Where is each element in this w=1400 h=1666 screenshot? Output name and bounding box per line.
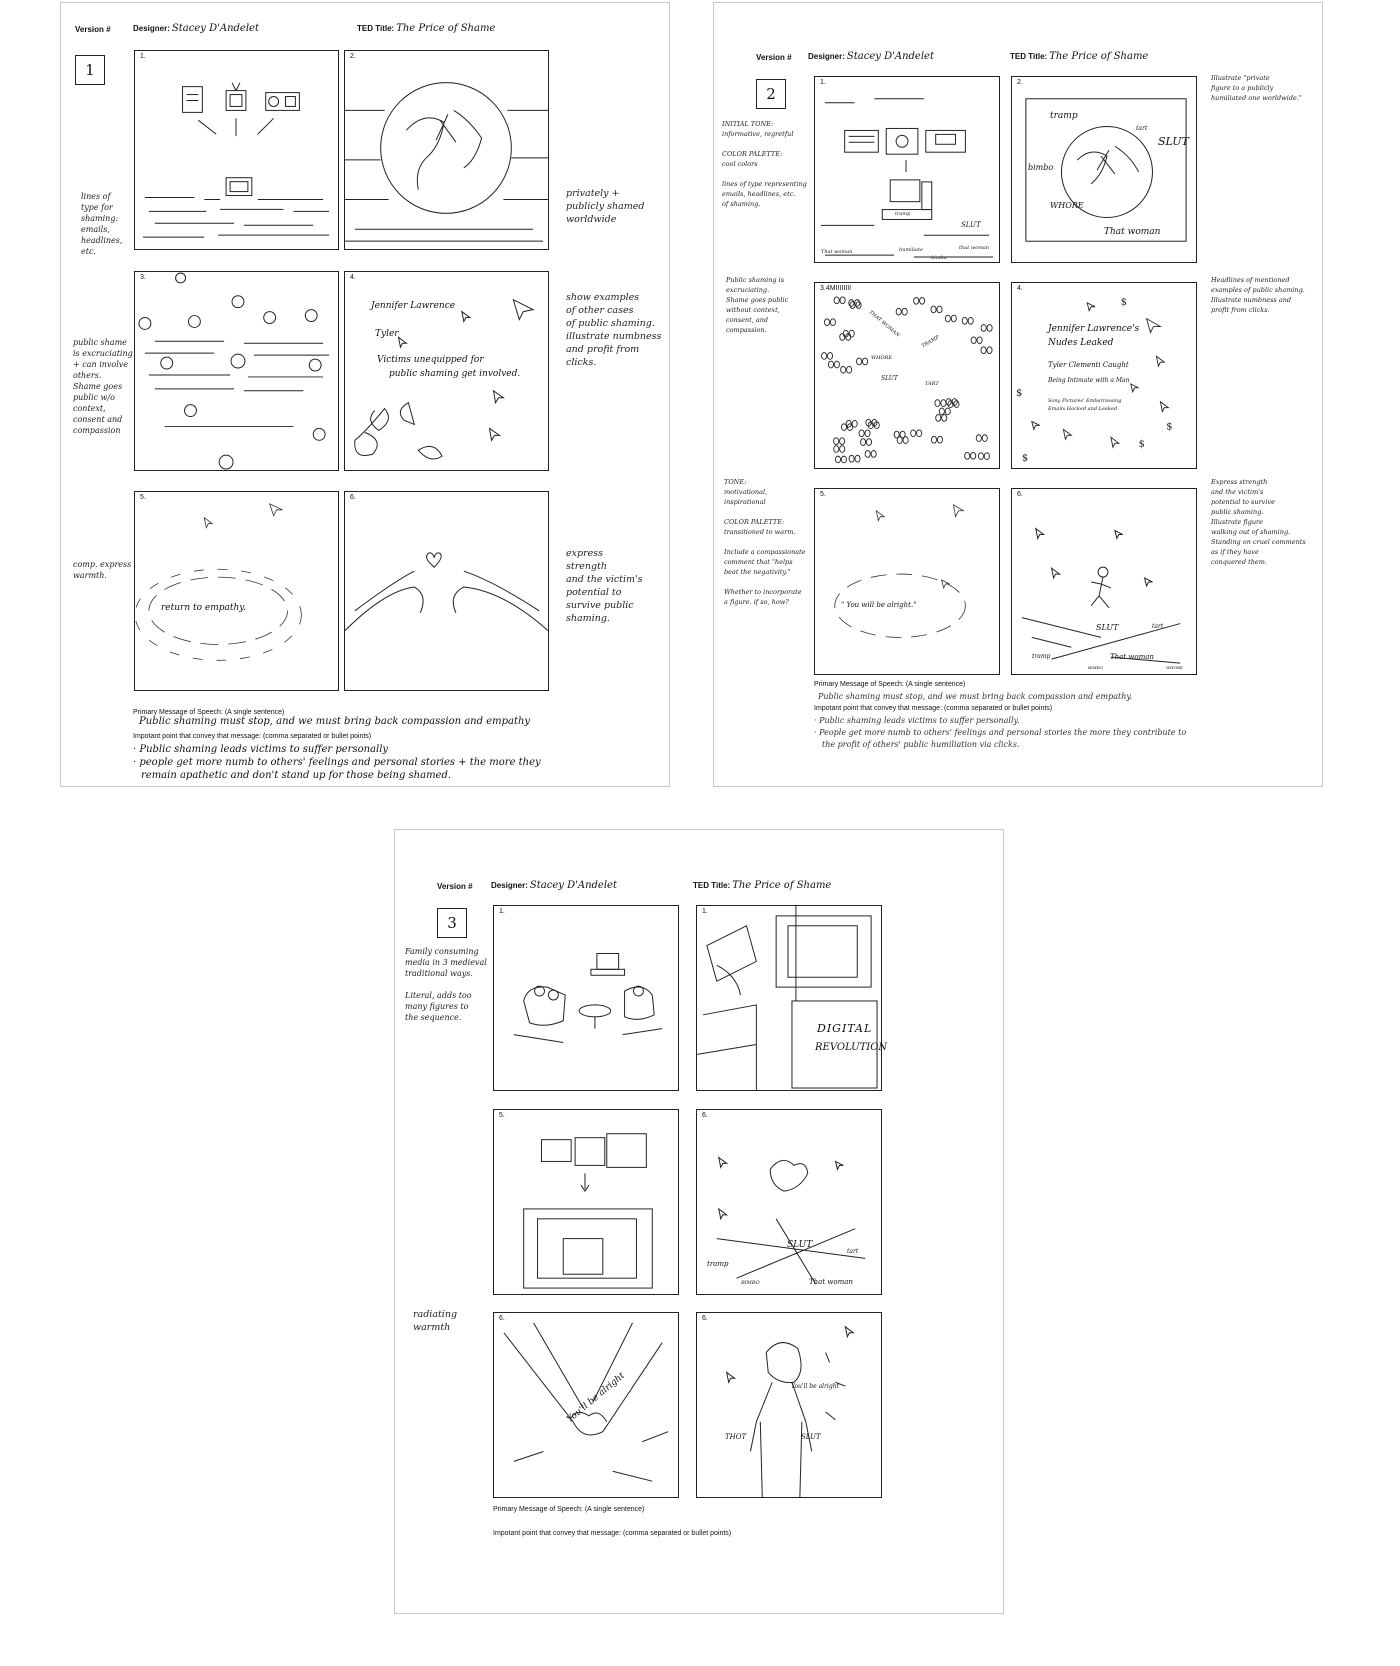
sketch-faces-crowd: [135, 272, 338, 470]
sketch-media-to-screen: [135, 51, 338, 249]
storyboard-frame-1: [814, 76, 1000, 263]
storyboard-sheet-3: [394, 829, 1004, 1614]
important-point-1: · Public shaming leads victims to suffer personally.: [814, 716, 1020, 725]
headline-tyler: Tyler Clementi Caught: [1048, 361, 1129, 369]
sketch-family-tv: [494, 906, 678, 1090]
sketch-eye: [965, 452, 970, 459]
sketch-eye: [968, 317, 973, 324]
version-label: Version #: [437, 882, 473, 891]
headline-emails: Emails Hacked and Leaked: [1048, 406, 1118, 412]
word-slut: SLUT: [1096, 623, 1119, 632]
sketch-warm-glow: [135, 492, 338, 690]
svg-text:$: $: [1138, 439, 1145, 451]
word-tramp: tramp: [1050, 111, 1078, 121]
word-bimbo: bimbo: [931, 255, 947, 261]
word-that-woman: That woman: [1110, 653, 1154, 661]
sketch-eye: [841, 366, 846, 373]
sketch-eye: [987, 347, 992, 354]
sketch-eye: [978, 453, 983, 460]
frame-number: 3.: [140, 274, 146, 281]
word-that-woman: That woman: [821, 249, 853, 255]
left-note-1: INITIAL TONE: informative, regretful COLOR PALETTE: cool colors lines of type representing emails, headlines, etc. of shaming.: [722, 120, 807, 208]
sketch-eye: [937, 306, 942, 313]
sketch-cursors-headlines: [345, 272, 548, 470]
frame-number: 5.: [820, 491, 826, 498]
sketch-eye: [936, 415, 941, 422]
sketch-globe: [345, 51, 548, 249]
sketch-eye: [939, 408, 944, 415]
storyboard-frame-3: [134, 271, 339, 471]
headline-jennifer: Jennifer Lawrence's: [1048, 324, 1140, 334]
word-tramp: tramp: [707, 1260, 729, 1268]
sketch-eye: [834, 446, 839, 453]
important-point-3: remain apathetic and don't stand up for those being shamed.: [141, 770, 452, 781]
sketch-crowd-eyes: [815, 283, 999, 468]
headline-jennifer: Jennifer Lawrence: [371, 301, 456, 311]
right-note-1: privately + publicly shamed worldwide: [566, 188, 645, 225]
svg-text:$: $: [1120, 296, 1128, 308]
sketch-eye: [840, 297, 845, 304]
version-label: Version #: [756, 53, 792, 62]
word-that-woman: THAT WOMAN: [867, 309, 901, 339]
designer-name: Stacey D'Andelet: [846, 51, 934, 62]
primary-message-text: Public shaming must stop, and we must bring back compassion and empathy.: [818, 692, 1133, 701]
sketch-eye: [914, 297, 919, 304]
sketch-eye: [834, 438, 839, 445]
frame-caption-1: Victims unequipped for: [377, 355, 484, 365]
sketch-eye: [903, 437, 908, 444]
frame-number: 4.: [350, 274, 356, 281]
word-bimbo: BIMBO: [741, 1280, 760, 1286]
frame-number: 1.: [499, 908, 505, 915]
word-slut: SLUT: [801, 1433, 821, 1441]
frame-number: 6.: [702, 1315, 708, 1322]
sketch-eye: [857, 358, 862, 365]
version-number-box: 1: [75, 55, 105, 85]
storyboard-frame-2: [1011, 76, 1197, 263]
primary-message-text: Public shaming must stop, and we must bring back compassion and empathy: [139, 716, 531, 727]
word-humiliate: humiliate: [899, 247, 923, 253]
sketch-devices-to-screen: [494, 1110, 678, 1294]
sketch-eye: [865, 451, 870, 458]
frame-caption-empathy: return to empathy.: [161, 603, 247, 613]
word-slut: SLUT: [1158, 135, 1189, 148]
frame-number: 5.: [140, 494, 146, 501]
sketch-cursors-glow: [815, 489, 999, 674]
word-tart: TART: [925, 381, 939, 387]
sketch-eye: [977, 337, 982, 344]
storyboard-frame-4: [1011, 282, 1197, 469]
frame-number: 6.: [499, 1315, 505, 1322]
sketch-eye: [866, 439, 871, 446]
word-tart: tart: [1136, 125, 1148, 132]
important-points-label: Impotant point that convey that message: (comma separated or bullet points): [493, 1530, 732, 1537]
storyboard-frame-1: [493, 905, 679, 1091]
sketch-eye: [937, 436, 942, 443]
sketch-eye: [911, 430, 916, 437]
sketch-eye: [822, 353, 827, 360]
sketch-eye: [828, 361, 833, 368]
frame-number: 4.: [1017, 285, 1023, 292]
headline-being-intimate: Being Intimate with a Man: [1048, 377, 1130, 384]
word-tramp: tramp: [1032, 653, 1051, 660]
sketch-eye: [855, 455, 860, 462]
sketch-eye: [981, 347, 986, 354]
frame-number: 6.: [1017, 491, 1023, 498]
frame-number: 5.: [499, 1112, 505, 1119]
word-bimbo: bimbo: [1028, 163, 1054, 172]
sketch-eye: [962, 317, 967, 324]
right-note-3: Express strength and the victim's potential to survive public shaming. Illustrate figure walking out of shaming. Standing on cruel comments as if they have conquered them.: [1211, 478, 1306, 566]
sketch-eye: [861, 439, 866, 446]
svg-text:$: $: [1021, 453, 1029, 465]
word-that-woman: That woman: [1104, 227, 1161, 237]
digital-text: DIGITAL: [817, 1022, 873, 1035]
sketch-eye: [931, 436, 936, 443]
frame-number: 1.: [702, 908, 708, 915]
sketch-eye: [982, 435, 987, 442]
sketch-eye: [917, 430, 922, 437]
right-note-2: Headlines of mentioned examples of public shaming. Illustrate numbness and profit from clicks.: [1211, 276, 1305, 314]
frame-number: 1.: [140, 53, 146, 60]
frame-number: 2.: [350, 53, 356, 60]
right-note-3: express strength and the victim's potential to survive public shaming.: [566, 548, 643, 624]
designer-name: Stacey D'Andelet: [171, 23, 259, 34]
important-point-2: · people get more numb to others' feelings and personal stories + the more they: [133, 757, 541, 768]
right-note-2: show examples of other cases of public shaming. illustrate numbness and profit from clicks.: [566, 292, 662, 368]
sketch-eye: [840, 438, 845, 445]
version-number-box: 2: [756, 79, 786, 109]
sketch-digital-revolution: [697, 906, 881, 1090]
ted-title-label: TED Title:: [357, 24, 395, 33]
sketch-eye: [902, 308, 907, 315]
version-label: Version #: [75, 25, 111, 34]
sketch-eye: [984, 453, 989, 460]
important-point-1: · Public shaming leads victims to suffer personally: [133, 744, 389, 755]
important-points-label: Impotant point that convey that message: (comma separated or bullet points): [133, 733, 372, 740]
sketch-eye: [834, 361, 839, 368]
sketch-eye: [849, 455, 854, 462]
word-whore: WHORE: [871, 355, 893, 361]
sketch-eye: [981, 325, 986, 332]
sketch-eye: [896, 308, 901, 315]
left-note-2: radiating warmth: [413, 1309, 458, 1333]
sketch-eye: [971, 337, 976, 344]
left-note-2: public shame is excruciating + can involve others. Shame goes public w/o context, consent and compassion: [73, 338, 133, 435]
comfort-text-figure: You'll be alright: [791, 1383, 840, 1390]
svg-text:$: $: [1166, 421, 1173, 433]
storyboard-frame-1: [134, 50, 339, 250]
sketch-heart-cursors: [697, 1110, 881, 1294]
sketch-eye: [835, 456, 840, 463]
word-bimbo: BIMBO: [1088, 665, 1103, 670]
sketch-eye: [897, 437, 902, 444]
storyboard-frame-6: [696, 1312, 882, 1498]
word-whore: WHORE: [1050, 201, 1084, 210]
sketch-eye: [942, 415, 947, 422]
sketch-eye: [859, 430, 864, 437]
sketch-holding-hands: [494, 1313, 678, 1497]
primary-message-label: Primary Message of Speech: (A single sentence): [133, 709, 285, 716]
storyboard-frame-4: [344, 271, 549, 471]
left-note-1: Family consuming media in 3 medieval traditional ways. Literal, adds too many figures to the sequence.: [405, 947, 487, 1022]
sketch-eye: [862, 358, 867, 365]
sketch-eye: [935, 400, 940, 407]
left-note-3: comp. express warmth.: [73, 560, 132, 580]
sketch-cursors-dollars: [1012, 283, 1196, 468]
designer-name: Stacey D'Andelet: [529, 880, 617, 891]
storyboard-frame-2: [696, 905, 888, 1091]
sketch-eye: [824, 319, 829, 326]
storyboard-sheet-1: [60, 2, 670, 787]
sketch-eye: [945, 408, 950, 415]
left-note-3: TONE: motivational, inspirational COLOR PALETTE: transitioned to warm. Include a compassionate comment that "helps beat the negativity." Whether to incorporate a figure. if so, how?: [724, 478, 806, 606]
designer-label: Designer:: [491, 881, 528, 890]
sketch-globe-headlines: [1012, 77, 1196, 262]
storyboard-frame-3: [814, 282, 1000, 469]
right-note-1: Illustrate "private figure to a publicly humiliated one worldwide.": [1211, 74, 1302, 102]
sketch-eye: [827, 353, 832, 360]
sketch-eye: [920, 297, 925, 304]
sketch-eye: [855, 300, 860, 307]
sketch-eye: [840, 446, 845, 453]
storyboard-frame-5: [134, 491, 339, 691]
revolution-text: REVOLUTION: [815, 1042, 888, 1053]
left-note-1: lines of type for shaming: emails, headlines, etc.: [81, 192, 123, 256]
frame-number: 6.: [702, 1112, 708, 1119]
word-thot: THOT: [725, 1433, 747, 1441]
important-points-label: Impotant point that convey that message: (comma separated or bullet points): [814, 705, 1053, 712]
ted-title-value: The Price of Shame: [1049, 51, 1149, 62]
sketch-eye: [841, 456, 846, 463]
designer-field: [808, 51, 934, 62]
primary-message-label: Primary Message of Speech: (A single sentence): [814, 681, 966, 688]
comfort-text-hands: You'll be alright: [565, 1371, 627, 1425]
left-note-2: Public shaming is excruciating. Shame goes public without context, consent, and compassion.: [726, 276, 789, 334]
sketch-eye: [849, 300, 854, 307]
sketch-eye: [856, 302, 861, 309]
storyboard-frame-4: [696, 1109, 882, 1295]
sketch-eye: [987, 325, 992, 332]
designer-label: Designer:: [133, 24, 170, 33]
sketch-eye: [945, 315, 950, 322]
ted-title-field: [357, 23, 495, 34]
word-that-woman-2: that woman: [959, 245, 990, 251]
frame-number: 6.: [350, 494, 356, 501]
word-slut: SLUT: [961, 221, 981, 229]
sketch-eye: [865, 430, 870, 437]
frame-number: 2.: [1017, 79, 1023, 86]
svg-text:$: $: [1015, 387, 1023, 399]
sketch-eye: [871, 451, 876, 458]
storyboard-sheet-2: [713, 2, 1323, 787]
word-whore: WHORE: [1166, 665, 1183, 670]
designer-label: Designer:: [808, 52, 845, 61]
sketch-eye: [931, 306, 936, 313]
headline-nudes-leaked: Nudes Leaked: [1048, 338, 1114, 348]
sketch-eye: [834, 297, 839, 304]
version-number-box: 3: [437, 908, 467, 938]
word-tramp: TRAMP: [920, 334, 941, 350]
frame-number: 1.: [820, 79, 826, 86]
frame-number: 3.4MIIIIIIII: [820, 285, 852, 292]
important-point-2: · People get more numb to others' feelings and personal stories the more they contribute to: [814, 728, 1187, 737]
sketch-eye: [841, 424, 846, 431]
word-that-woman: That woman: [809, 1278, 853, 1286]
storyboard-frame-3: [493, 1109, 679, 1295]
ted-title-field: [693, 880, 831, 891]
frame-caption-2: public shaming get involved.: [389, 369, 521, 379]
ted-title-value: The Price of Shame: [396, 23, 496, 34]
word-tramp: tramp: [895, 211, 911, 217]
headline-tyler: Tyler: [375, 329, 399, 339]
designer-field: [491, 880, 617, 891]
primary-message-label: Primary Message of Speech: (A single sentence): [493, 1506, 645, 1513]
sketch-eye: [830, 319, 835, 326]
sketch-devices-computer: [815, 77, 999, 262]
important-point-3: the profit of others' public humiliation via clicks.: [822, 740, 1020, 749]
ted-title-label: TED Title:: [693, 881, 731, 890]
word-tart: tart: [1152, 623, 1164, 630]
word-slut: SLUT: [787, 1240, 813, 1250]
designer-field: [133, 23, 259, 34]
ted-title-value: The Price of Shame: [732, 880, 832, 891]
sketch-eye: [941, 400, 946, 407]
storyboard-frame-2: [344, 50, 549, 250]
sketch-woman-figure: [697, 1313, 881, 1497]
compassionate-comment: " You will be alright.": [841, 601, 917, 609]
ted-title-label: TED Title:: [1010, 52, 1048, 61]
storyboard-frame-6: [1011, 488, 1197, 675]
storyboard-frame-6: [344, 491, 549, 691]
sketch-eye: [847, 366, 852, 373]
sketch-eye: [951, 315, 956, 322]
ted-title-field: [1010, 51, 1148, 62]
word-tart: tart: [847, 1248, 859, 1255]
storyboard-frame-5: [814, 488, 1000, 675]
sketch-eye: [971, 452, 976, 459]
storyboard-frame-5: [493, 1312, 679, 1498]
sketch-figure-walking: [1012, 489, 1196, 674]
sketch-eye: [976, 435, 981, 442]
headline-sony: Sony Pictures' Embarrassing: [1048, 398, 1122, 404]
word-slut: SLUT: [881, 375, 898, 382]
sketch-heart-hands: [345, 492, 548, 690]
